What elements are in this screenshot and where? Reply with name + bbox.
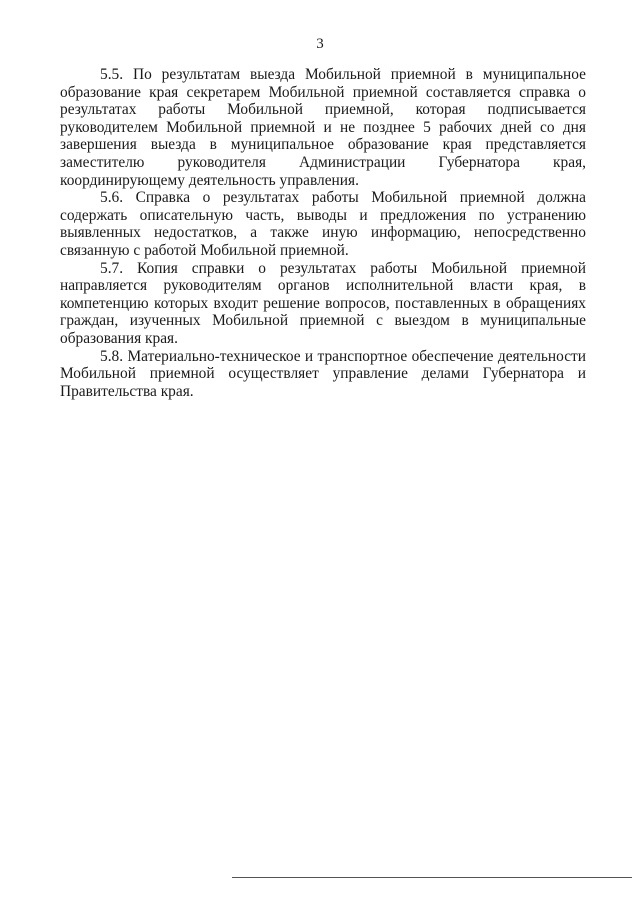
- footer-divider: [232, 877, 632, 878]
- paragraph-5-7: 5.7. Копия справки о результатах работы Мобильной приемной направляется руководителям органов исполнительной власти края, в компетенцию которых входит решение вопросов, поставленных в обращениях граждан, изученных Мобильной приемной с выездом в муниципальные образования края.: [60, 259, 586, 347]
- paragraph-5-6: 5.6. Справка о результатах работы Мобильной приемной должна содержать описательную часть, выводы и предложения по устранению выявленных недостатков, а также иную информацию, непосредственно связанную с работой Мобильной приемной.: [60, 189, 586, 259]
- paragraph-5-8: 5.8. Материально-техническое и транспортное обеспечение деятельности Мобильной приемной осуществляет управление делами Губернатора и Правительства края.: [60, 347, 586, 400]
- paragraph-5-5: 5.5. По результатам выезда Мобильной приемной в муниципальное образование края секретарем Мобильной приемной составляется справка о результатах работы Мобильной приемной, которая подписывается руководителем Мобильной приемной и не позднее 5 рабочих дней со дня завершения выезда в муниципальное образование края представляется заместителю руководителя Администрации Губернатора края, координирующему деятельность управления.: [60, 66, 586, 189]
- document-body: [60, 66, 586, 400]
- page-number: 3: [316, 36, 324, 52]
